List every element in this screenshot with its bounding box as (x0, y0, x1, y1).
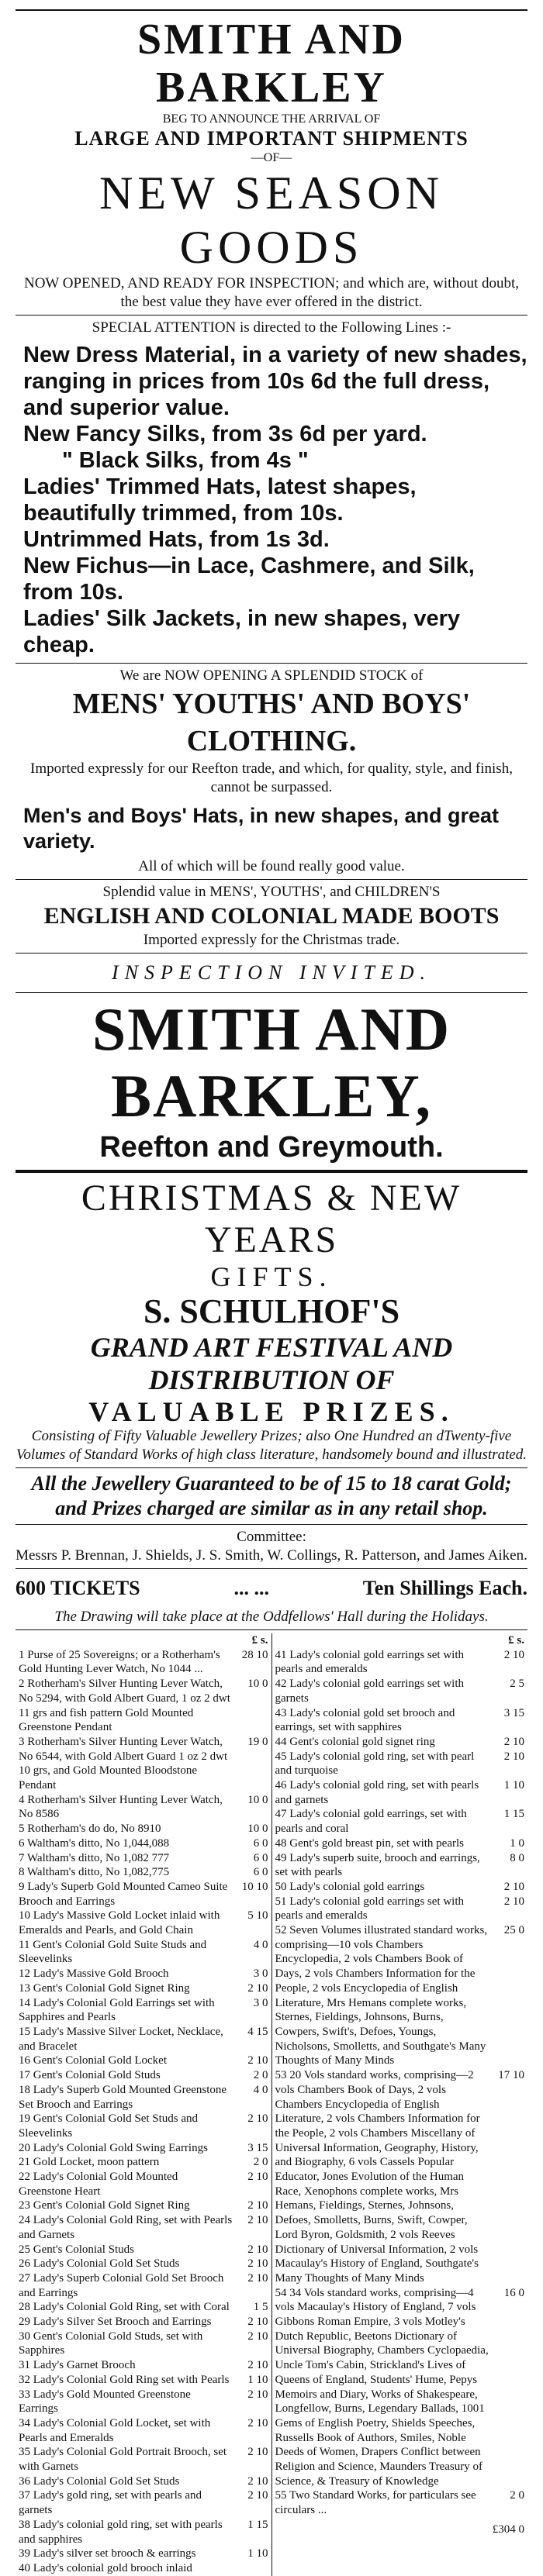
prize-value: 2 10 (247, 2171, 268, 2184)
tickets-dots: ... ... (233, 1577, 269, 1599)
prize-description: 47 Lady's colonial gold earrings, set with pearls and coral (275, 1808, 467, 1836)
divider (16, 992, 527, 993)
announce-text: BEG TO ANNOUNCE THE ARRIVAL OF (162, 112, 381, 126)
prize-value: 2 10 (247, 2199, 268, 2212)
clothing-heading: MENS' YOUTHS' AND BOYS' CLOTHING. (72, 688, 471, 757)
prize-value: 2 10 (247, 2474, 268, 2488)
prize-row (19, 2388, 268, 2416)
prize-description: 13 Gent's Colonial Gold Signet Ring (19, 1981, 190, 1995)
prize-description: 10 Lady's Massive Gold Locket inlaid with Emeralds and Pearls, and Gold Chain (19, 1909, 220, 1937)
divider (16, 1467, 527, 1468)
divider (16, 1524, 527, 1525)
prize-row (19, 2547, 268, 2561)
prize-value: 2 0 (253, 2069, 268, 2082)
prize-description: 21 Gold Locket, moon pattern (19, 2156, 160, 2169)
prize-row (19, 2170, 268, 2198)
opening-text: We are NOW OPENING A SPLENDID STOCK of (119, 667, 424, 684)
tickets-line (16, 1577, 527, 1600)
prize-row (275, 1836, 525, 1851)
schulhof-heading: S. SCHULHOF'S (143, 1292, 400, 1330)
prize-value: 10 10 (241, 1880, 268, 1893)
section-rule (16, 1170, 527, 1173)
prize-value: 2 10 (247, 2416, 268, 2429)
prize-row (275, 1895, 525, 1923)
prize-row (275, 1677, 525, 1705)
prize-list (16, 1633, 527, 2576)
prize-row (19, 2488, 268, 2517)
prize-description: 15 Lady's Massive Silver Locket, Necklace, and Bracelet (19, 2025, 223, 2053)
prize-value: 2 10 (247, 1981, 268, 1995)
prize-row (19, 2358, 268, 2373)
prize-row (275, 2286, 525, 2489)
drawing-text: The Drawing will take place at the Oddfellows' Hall during the Holidays. (54, 1609, 489, 1625)
prize-value: 3 15 (247, 2141, 268, 2154)
prize-description: 32 Lady's Colonial Gold Ring set with Pearls (19, 2373, 230, 2386)
prize-row (19, 2112, 268, 2140)
prize-description: 33 Lady's Gold Mounted Greenstone Earrings (19, 2388, 191, 2416)
prize-description: 18 Lady's Superb Gold Mounted Greenstone Set Brooch and Earrings (19, 2083, 227, 2111)
prize-row (19, 2315, 268, 2329)
prize-value: 5 10 (247, 1909, 268, 1923)
prize-description: 20 Lady's Colonial Gold Swing Earrings (19, 2141, 208, 2154)
prize-description: 3 Rotherham's Silver Hunting Lever Watch, No 6544, with Gold Albert Guard 1 oz 2 dwt 10 grs, and Gold Mounted Bloodstone Pendant (19, 1735, 228, 1792)
shipments-heading: LARGE AND IMPORTANT SHIPMENTS (74, 127, 469, 150)
prize-description: 23 Gent's Colonial Gold Signet Ring (19, 2199, 190, 2212)
prize-description: 39 Lady's silver set brooch & earrings (19, 2547, 196, 2560)
prize-value: 4 0 (253, 2083, 268, 2096)
prize-value: 2 10 (247, 2388, 268, 2401)
line-item: New Fancy Silks, from 3s 6d per yard. (23, 422, 427, 447)
of-text: —OF— (251, 151, 292, 164)
prize-description: 25 Gent's Colonial Studs (19, 2243, 134, 2256)
prize-value: 10 0 (247, 1793, 268, 1806)
prize-column-left (16, 1633, 272, 2576)
prize-description: 14 Lady's Colonial Gold Earrings set with Sapphires and Pearls (19, 1996, 215, 2024)
prize-description: 52 Seven Volumes illustrated standard works, comprising—10 vols Chambers Encyclopedia, 2 vols Chambers Book of Days, 2 vols Chambers Information for the People, 2 vols Encyclopedia of English Literature, Mrs Hemans complete works, Sternes, Fieldings, Johnsons, Burns, Cowpers, Swift's, Defoes, Youngs, Nicholsons, Smolletts, and Southgate's Many Thoughts of Many Minds (275, 1924, 488, 2067)
prize-value: 6 0 (253, 1836, 268, 1850)
prize-value: 2 10 (503, 1750, 524, 1763)
prize-row (19, 1851, 268, 1866)
prize-value: 1 0 (510, 1836, 524, 1850)
prize-row (275, 1750, 525, 1778)
prize-description: 6 Waltham's ditto, No 1,044,088 (19, 1836, 170, 1850)
column-header: £ s. (508, 1634, 524, 1647)
prize-row (19, 1981, 268, 1996)
top-rule (16, 9, 527, 11)
firm-heading-large: SMITH AND BARKLEY, (92, 995, 451, 1129)
divider (16, 1629, 527, 1630)
prize-value: 2 10 (247, 2359, 268, 2372)
prize-value: 1 10 (247, 2373, 268, 2386)
prize-row (19, 2416, 268, 2445)
inspection-heading: INSPECTION INVITED. (112, 961, 431, 984)
prize-value: 19 0 (247, 1735, 268, 1748)
prize-description: 51 Lady's colonial gold earrings set with pearls and emeralds (275, 1895, 464, 1923)
prize-value: 2 10 (247, 2489, 268, 2502)
prize-description: 19 Gent's Colonial Gold Set Studs and Sleevelinks (19, 2112, 199, 2140)
prize-description: 35 Lady's Colonial Gold Portrait Brooch, set with Garnets (19, 2446, 227, 2474)
prize-description: 53 20 Vols standard works, comprising—2 vols Chambers Book of Days, 2 vols Chambers Encyclopedia of English Literature, 2 vols Chambers Information for the People, 2 vols Chambers Miscellany of Universal Information, Geography, History, and Biography, 6 vols Cassels Popular Educator, Jones Evolution of the Human Race, Xenophons complete works, Mrs Hemans, Fieldings, Sternes, Johnsons, Defoes, Smolletts, Burns, Swift, Cowper, Lord Byron, Goldsmith, 2 vols Reeves Dictionary of Universal Information, 2 vols Macaulay's History of England, Southgate's Many Thoughts of Many Minds (275, 2069, 480, 2285)
prize-row (19, 2329, 268, 2358)
prize-description: 29 Lady's Silver Set Brooch and Earrings (19, 2316, 212, 2329)
prize-row (19, 2300, 268, 2315)
prize-value: 4 15 (247, 2025, 268, 2038)
prize-description: 42 Lady's colonial gold earrings set with garnets (275, 1678, 464, 1705)
xmas-import-text: Imported expressly for the Christmas trade. (143, 932, 400, 948)
prize-value: 2 10 (247, 2112, 268, 2126)
prize-description: 2 Rotherham's Silver Hunting Lever Watch, No 5294, with Gold Albert Guard, 1 oz 2 dwt 11 grs and fish pattern Gold Mounted Greenstone Pendant (19, 1678, 230, 1734)
prize-value: 3 15 (503, 1706, 524, 1719)
prize-value: 6 0 (253, 1866, 268, 1879)
prize-row (275, 2488, 525, 2517)
prize-row (19, 2054, 268, 2068)
prize-value: 28 10 (241, 1648, 268, 1661)
prize-description: 5 Rotherham's do do, No 8910 (19, 1823, 161, 1836)
prize-description: 44 Gent's colonial gold signet ring (275, 1735, 435, 1748)
imported-text: Imported expressly for our Reefton trade, and which, for quality, style, and finish, cannot be surpassed. (30, 760, 513, 795)
special-text: SPECIAL ATTENTION is directed to the Following Lines :- (92, 319, 451, 336)
prize-description: 24 Lady's Colonial Gold Ring, set with Pearls and Garnets (19, 2214, 233, 2241)
prize-row (19, 2561, 268, 2576)
prize-row (19, 2025, 268, 2054)
prizes-heading: VALUABLE PRIZES. (88, 1396, 455, 1427)
prize-value: 2 5 (510, 1678, 524, 1691)
prize-value: 1 10 (247, 2547, 268, 2560)
prize-row (19, 2271, 268, 2300)
prize-row (19, 1865, 268, 1880)
guarantee-text: All the Jewellery Guaranteed to be of 15 to 18 carat Gold; and Prizes charged are similar as in any retail shop. (31, 1472, 512, 1519)
prize-row (19, 2083, 268, 2112)
prize-description: 22 Lady's Colonial Gold Mounted Greenstone Heart (19, 2171, 178, 2198)
newspaper-page (16, 0, 527, 2576)
prize-row (275, 2068, 525, 2286)
prize-value: 2 10 (247, 2329, 268, 2343)
line-item: " Black Silks, from 4s " (62, 448, 309, 473)
prize-value: 2 0 (510, 2489, 524, 2502)
prize-value: 2 10 (247, 2243, 268, 2256)
prize-value: 2 10 (247, 2214, 268, 2227)
prize-row (19, 1909, 268, 1937)
prize-row (19, 2141, 268, 2156)
committee-label: Committee: (237, 1529, 306, 1545)
prize-row (19, 2198, 268, 2213)
prize-row (275, 1923, 525, 2068)
prize-description: 43 Lady's colonial gold set brooch and earrings, set with sapphires (275, 1706, 455, 1734)
prize-description: 55 Two Standard Works, for particulars see circulars ... (275, 2489, 476, 2517)
prize-row (19, 1677, 268, 1735)
prize-row (19, 1880, 268, 1909)
prize-row (275, 1735, 525, 1750)
prize-value: 1 15 (247, 2518, 268, 2531)
column-header: £ s. (251, 1634, 268, 1647)
prize-description: 12 Lady's Massive Gold Brooch (19, 1967, 169, 1981)
splendid-text: Splendid value in MENS', YOUTHS', and CHILDREN'S (102, 884, 441, 900)
location-heading: Reefton and Greymouth. (99, 1131, 444, 1164)
prize-row (275, 1851, 525, 1880)
tickets-price: Ten Shillings Each. (362, 1577, 527, 1599)
prize-description: 49 Lady's superb suite, brooch and earrings, set with pearls (275, 1851, 480, 1879)
prize-total: £304 0 (492, 2523, 524, 2536)
prize-description: 45 Lady's colonial gold ring, set with pearl and turquoise (275, 1750, 475, 1778)
prize-row (19, 2068, 268, 2083)
prize-value: 17 10 (498, 2069, 524, 2082)
prize-description: 31 Lady's Garnet Brooch (19, 2359, 136, 2372)
prize-value: 6 0 (253, 1851, 268, 1864)
prize-description: 46 Lady's colonial gold ring, set with pearls and garnets (275, 1779, 479, 1806)
prize-description: 54 34 Vols standard works, comprising—4 vols Macaulay's History of England, 7 vols Gibbons Roman Empire, 3 vols Motley's Dutch Republic, Beetons Dictionary of Universal Biography, Chambers Cyclopaedia, Uncle Tom's Cabin, Strickland's Lives of Queens of England, Students' Hume, Pepys Memoirs and Diary, Works of Shakespeare, Longfellow, Burns, Legendary Ballads, 1001 Gems of English Poetry, Shields Speeches, Russells Book of Authors, Smiles, Noble Deeds of Women, Drapers Conflict between Religion and Science, Maunders Treasury of Science, & Treasury of Knowledge (275, 2286, 489, 2488)
prize-row (275, 1807, 525, 1836)
prize-value: 10 0 (247, 1823, 268, 1836)
prize-description: 16 Gent's Colonial Gold Locket (19, 2054, 168, 2067)
prize-description: 50 Lady's colonial gold earrings (275, 1880, 425, 1893)
boots-heading: ENGLISH AND COLONIAL MADE BOOTS (43, 903, 500, 929)
prize-value: 1 10 (503, 1779, 524, 1792)
prize-value: 2 10 (247, 2316, 268, 2329)
prize-description: 17 Gent's Colonial Gold Studs (19, 2069, 161, 2082)
prize-value: 2 0 (253, 2156, 268, 2169)
prize-value: 2 10 (503, 1735, 524, 1748)
tickets-count: 600 TICKETS (16, 1577, 140, 1599)
prize-value: 25 0 (503, 1924, 524, 1937)
line-item: Ladies' Trimmed Hats, latest shapes, beautifully trimmed, from 10s. (23, 474, 417, 526)
prize-value: 2 10 (247, 2271, 268, 2285)
prize-value: 1 15 (503, 1808, 524, 1821)
prize-description: 28 Lady's Colonial Gold Ring, set with Coral (19, 2301, 230, 2314)
prize-row (19, 2243, 268, 2257)
prize-row (19, 2213, 268, 2242)
prize-row (19, 2257, 268, 2271)
prize-description: 27 Lady's Superb Colonial Gold Set Brooch and Earrings (19, 2271, 224, 2299)
prize-value: 1 5 (253, 2301, 268, 2314)
prize-column-right (272, 1633, 528, 2576)
prize-row (19, 1793, 268, 1822)
prize-value: 2 10 (503, 1648, 524, 1661)
prize-description: 4 Rotherham's Silver Hunting Lever Watch, No 8586 (19, 1793, 223, 1821)
prize-description: 40 Lady's colonial gold brooch inlaid (19, 2562, 192, 2574)
line-item: Untrimmed Hats, from 1s 3d. (23, 527, 330, 552)
prize-description: 34 Lady's Colonial Gold Locket, set with Pearls and Emeralds (19, 2416, 211, 2444)
prize-description: 41 Lady's colonial gold earrings set with pearls and emeralds (275, 1648, 464, 1676)
prize-description: 36 Lady's Colonial Gold Set Studs (19, 2474, 180, 2488)
prize-description: 11 Gent's Colonial Gold Suite Studs and Sleevelinks (19, 1938, 207, 1966)
prize-value: 2 10 (247, 2446, 268, 2459)
prize-value: 8 0 (510, 1851, 524, 1864)
prize-description: 8 Waltham's ditto, No 1,082,775 (19, 1866, 170, 1879)
season-heading: NEW SEASON GOODS (99, 167, 444, 273)
opened-text: NOW OPENED, AND READY FOR INSPECTION; and which are, without doubt, the best value they have ever offered in the district. (23, 275, 520, 310)
prize-description: 30 Gent's Colonial Gold Studs, set with Sapphires (19, 2329, 203, 2357)
hats-text: Men's and Boys' Hats, in new shapes, and great variety. (23, 804, 499, 853)
divider (16, 1568, 527, 1569)
prize-row (19, 2445, 268, 2474)
prize-value: 3 0 (253, 1967, 268, 1981)
prize-value: 4 0 (253, 1938, 268, 1951)
firm-heading: SMITH AND BARKLEY (137, 16, 406, 112)
line-item: New Fichus—in Lace, Cashmere, and Silk, from 10s. (23, 553, 475, 605)
consisting-text: Consisting of Fifty Valuable Jewellery Prizes; also One Hundred an dTwenty-five Volumes of Standard Works of high class literature, handsomely bound and illustrated. (16, 1428, 527, 1463)
divider (16, 879, 527, 880)
line-item: Ladies' Silk Jackets, in new shapes, very cheap. (23, 606, 461, 657)
prize-row (275, 1880, 525, 1895)
prize-row (275, 1648, 525, 1677)
prize-value: 2 10 (247, 2054, 268, 2067)
prize-value: 2 10 (247, 2257, 268, 2271)
prize-description: 48 Gent's gold breast pin, set with pearls (275, 1836, 464, 1850)
prize-description: 26 Lady's Colonial Gold Set Studs (19, 2257, 180, 2271)
prize-value: 2 10 (503, 1895, 524, 1908)
prize-row (19, 1648, 268, 1677)
line-item: New Dress Material, in a variety of new shades, ranging in prices from 10s 6d the full dress, and superior value. (23, 343, 527, 420)
prize-row (275, 1778, 525, 1807)
prize-description: 1 Purse of 25 Sovereigns; or a Rotherham's Gold Hunting Lever Watch, No 1044 ... (19, 1648, 220, 1676)
prize-value: 16 0 (503, 2286, 524, 2299)
xmas-heading: CHRISTMAS & NEW YEARS (81, 1178, 462, 1260)
prize-row (19, 2474, 268, 2489)
prize-row (19, 1996, 268, 2025)
prize-description: 7 Waltham's ditto, No 1,082 777 (19, 1851, 170, 1864)
prize-description: 9 Lady's Superb Gold Mounted Cameo Suite Brooch and Earrings (19, 1880, 228, 1908)
prize-row (19, 1735, 268, 1793)
prize-value: 10 0 (247, 1678, 268, 1691)
divider (16, 315, 527, 316)
gifts-heading: GIFTS. (210, 1261, 333, 1292)
prize-value: 2 10 (503, 1880, 524, 1893)
grand-heading: GRAND ART FESTIVAL AND DISTRIBUTION OF (90, 1332, 453, 1395)
prize-row (19, 1836, 268, 1851)
prize-row (19, 2373, 268, 2388)
prize-row (275, 1706, 525, 1735)
committee-names: Messrs P. Brennan, J. Shields, J. S. Smith, W. Collings, R. Patterson, and James Aiken. (16, 1547, 527, 1564)
prize-row (19, 1822, 268, 1836)
prize-value: 3 0 (253, 1996, 268, 2009)
prize-row (19, 2155, 268, 2170)
divider (16, 663, 527, 664)
prize-value (233, 2561, 268, 2576)
prize-row (19, 1967, 268, 1981)
value-text: All of which will be found really good value. (138, 858, 405, 874)
prize-row (19, 1938, 268, 1967)
prize-description: 38 Lady's colonial gold ring, set with pearls and sapphires (19, 2518, 223, 2546)
prize-description: 37 Lady's gold ring, set with pearls and garnets (19, 2489, 202, 2517)
